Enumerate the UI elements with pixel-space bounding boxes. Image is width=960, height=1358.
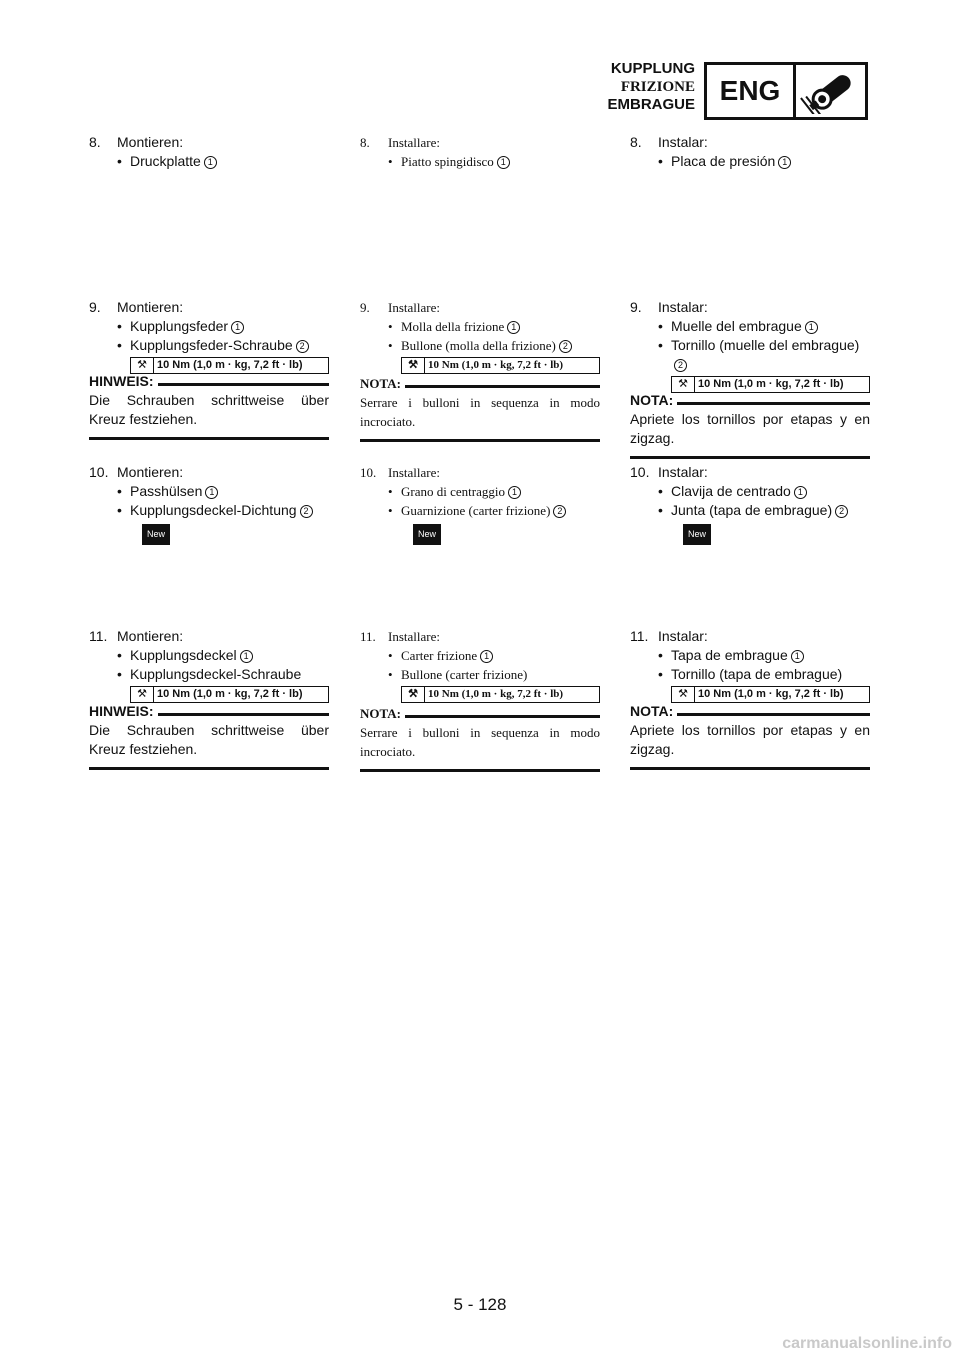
step-10: 10. Instalar: • Clavija de centrado 1 • Junta (tapa de embrague) 2 New <box>630 463 870 545</box>
torque-spec: ⚒ 10 Nm (1,0 m · kg, 7,2 ft · lb) <box>671 376 870 393</box>
list-item: • Kupplungsfeder-Schraube 2 <box>117 336 329 355</box>
wrench-icon: ⚒ <box>131 687 154 702</box>
list-item: • Bullone (molla della frizione) 2 <box>388 336 600 355</box>
list-item: • Kupplungsdeckel-Schraube <box>117 665 329 684</box>
section-badge <box>704 62 868 120</box>
torque-spec: ⚒ 10 Nm (1,0 m · kg, 7,2 ft · lb) <box>671 686 870 703</box>
step-10: 10. Montieren: • Passhülsen 1 • Kupplungsdeckel-Dichtung 2 New <box>89 463 329 545</box>
step-11: 11. Installare: • Carter frizione 1 • Bullone (carter frizione) ⚒ 10 Nm (1,0 m · kg, 7,2 ft · lb) <box>360 627 600 703</box>
step-8: 8. Montieren: • Druckplatte 1 <box>89 133 329 171</box>
wrench-icon: ⚒ <box>402 358 425 373</box>
step-9: 9. Montieren: • Kupplungsfeder 1 • Kupplungsfeder-Schraube 2 ⚒ 10 Nm (1,0 m · kg, 7,2 ft · lb) <box>89 298 329 374</box>
step-9: 9. Installare: • Molla della frizione 1 • Bullone (molla della frizione) 2 ⚒ 10 Nm (1,0 m · kg, 7,2 ft · lb) <box>360 298 600 374</box>
wrench-icon: ⚒ <box>672 377 695 392</box>
list-item: • Guarnizione (carter frizione) 2 <box>388 501 600 520</box>
engine-piston-icon <box>796 65 865 117</box>
torque-spec: ⚒ 10 Nm (1,0 m · kg, 7,2 ft · lb) <box>401 686 600 703</box>
list-item: • Kupplungsfeder 1 <box>117 317 329 336</box>
list-item: • Piatto spingidisco 1 <box>388 152 600 171</box>
torque-spec: ⚒ 10 Nm (1,0 m · kg, 7,2 ft · lb) <box>401 357 600 374</box>
step-9: 9. Instalar: • Muelle del embrague 1 • Tornillo (muelle del embrague)2 ⚒ 10 Nm (1,0 m · kg, 7,2 ft · lb) <box>630 298 870 393</box>
note-box: HINWEIS: Die Schrauben schrittweise über Kreuz festziehen. <box>89 702 329 770</box>
eng-label: ENG <box>707 65 796 117</box>
page-number: 5 - 128 <box>453 1295 507 1314</box>
list-item: • Muelle del embrague 1 <box>658 317 870 336</box>
step-11: 11. Instalar: • Tapa de embrague 1 • Tornillo (tapa de embrague) ⚒ 10 Nm (1,0 m · kg, 7,2 ft · lb) <box>630 627 870 703</box>
wrench-icon: ⚒ <box>131 358 154 373</box>
list-item: • Kupplungsdeckel 1 <box>117 646 329 665</box>
wrench-icon: ⚒ <box>672 687 695 702</box>
note-box: NOTA: Apriete los tornillos por etapas y en zigzag. <box>630 391 870 459</box>
watermark: carmanualsonline.info <box>782 1335 952 1352</box>
list-item: • Molla della frizione 1 <box>388 317 600 336</box>
new-part-badge: New <box>413 524 441 545</box>
note-box: NOTA: Serrare i bulloni in sequenza in modo incrociato. <box>360 374 600 442</box>
note-box: NOTA: Apriete los tornillos por etapas y en zigzag. <box>630 702 870 770</box>
list-item: • Grano di centraggio 1 <box>388 482 600 501</box>
step-11: 11. Montieren: • Kupplungsdeckel 1 • Kupplungsdeckel-Schraube ⚒ 10 Nm (1,0 m · kg, 7,2 ft · lb) <box>89 627 329 703</box>
new-part-badge: New <box>142 524 170 545</box>
section-titles <box>607 60 695 114</box>
list-item: • Tapa de embrague 1 <box>658 646 870 665</box>
list-item: • Kupplungsdeckel-Dichtung 2 <box>117 501 329 520</box>
torque-spec: ⚒ 10 Nm (1,0 m · kg, 7,2 ft · lb) <box>130 686 329 703</box>
new-part-badge: New <box>683 524 711 545</box>
list-item: • Tornillo (tapa de embrague) <box>658 665 870 684</box>
section-title-it: FRIZIONE <box>620 79 695 95</box>
step-8: 8. Installare: • Piatto spingidisco 1 <box>360 133 600 171</box>
section-title-es: EMBRAGUE <box>607 96 695 113</box>
list-item: • Bullone (carter frizione) <box>388 665 600 684</box>
wrench-icon: ⚒ <box>402 687 425 702</box>
step-10: 10. Installare: • Grano di centraggio 1 • Guarnizione (carter frizione) 2 New <box>360 463 600 545</box>
list-item: • Junta (tapa de embrague) 2 <box>658 501 870 520</box>
list-item: • Druckplatte 1 <box>117 152 329 171</box>
section-title-de: KUPPLUNG <box>610 60 695 77</box>
list-item: • Tornillo (muelle del embrague)2 <box>658 336 870 374</box>
list-item: • Carter frizione 1 <box>388 646 600 665</box>
list-item: • Clavija de centrado 1 <box>658 482 870 501</box>
torque-spec: ⚒ 10 Nm (1,0 m · kg, 7,2 ft · lb) <box>130 357 329 374</box>
step-8: 8. Instalar: • Placa de presión 1 <box>630 133 870 171</box>
list-item: • Passhülsen 1 <box>117 482 329 501</box>
note-box: HINWEIS: Die Schrauben schrittweise über Kreuz festziehen. <box>89 372 329 440</box>
list-item: • Placa de presión 1 <box>658 152 870 171</box>
note-box: NOTA: Serrare i bulloni in sequenza in modo incrociato. <box>360 704 600 772</box>
